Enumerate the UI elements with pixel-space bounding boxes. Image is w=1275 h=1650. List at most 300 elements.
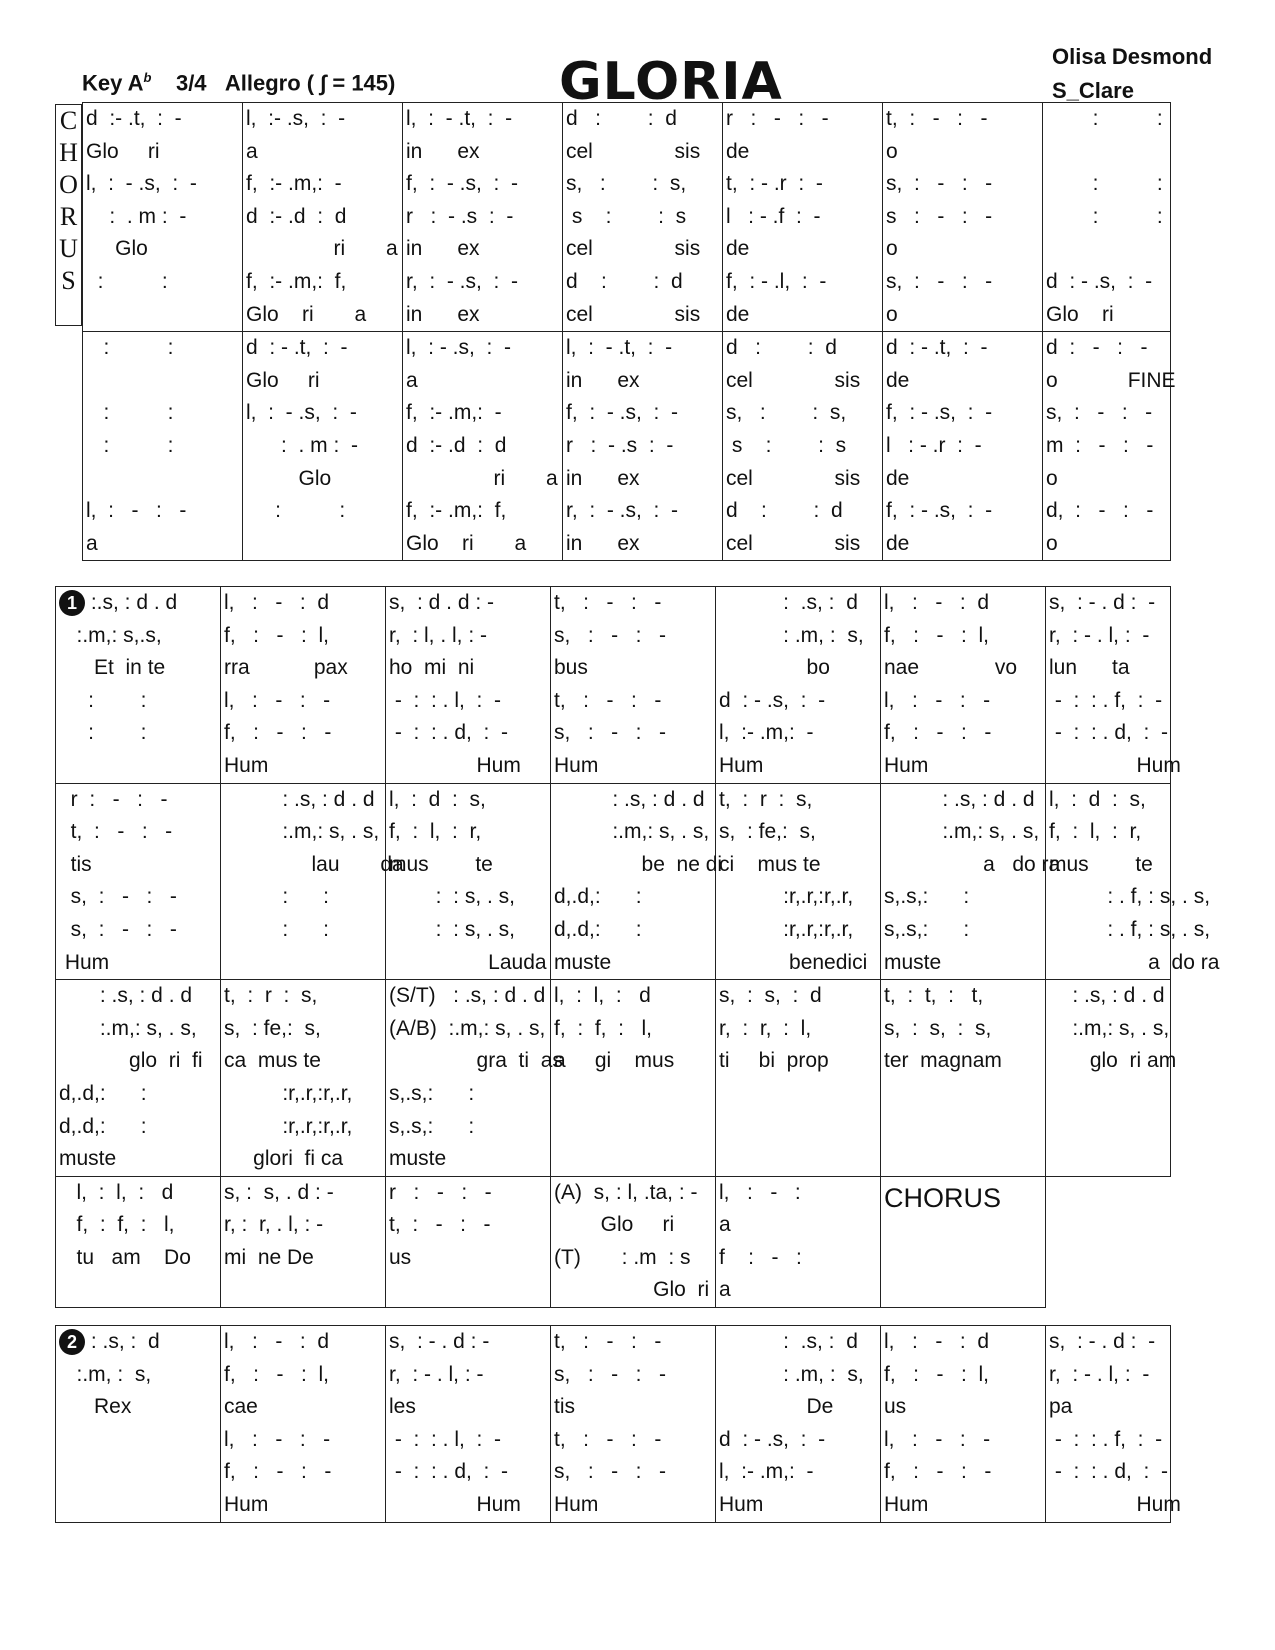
notation-line: d : - .s, : - xyxy=(719,688,826,712)
notation-line: Glo ri a xyxy=(246,302,367,326)
notation-line: s : - : - xyxy=(886,204,993,228)
measure-cell xyxy=(716,783,881,980)
notation-line: a xyxy=(246,139,258,163)
notation-line: l : - .f : - xyxy=(726,204,821,228)
measure-cell xyxy=(716,1326,881,1523)
notation-line: : . f, : s, . s, xyxy=(1049,885,1211,909)
notation-line: : .m, : s, xyxy=(719,623,864,647)
chorus-system-1 xyxy=(83,103,1171,332)
notation-line: lun ta xyxy=(1049,656,1130,680)
notation-line: (S/T) : .s, : d . d xyxy=(389,984,546,1008)
notation-line xyxy=(719,1078,877,1111)
notation-line: s, : - : - xyxy=(886,269,993,293)
measure-cell xyxy=(386,980,563,1177)
notation-line: r, : r, : l, xyxy=(719,1016,812,1040)
notation-line: o xyxy=(1046,466,1058,490)
notation-line: :.m, : s, xyxy=(59,1362,152,1386)
notation-line: les xyxy=(389,1395,416,1419)
notation-line: t, : - : - xyxy=(59,820,173,844)
notation-line: r, : - .s, : - xyxy=(566,499,679,523)
notation-line: f, :- .m,: f, xyxy=(406,499,507,523)
notation-line: : .s, : d . d xyxy=(884,787,1035,811)
notation-line: f, : - .s, : - xyxy=(886,401,993,425)
notation-line: :.m,: s, . s, xyxy=(884,820,1040,844)
notation-line: o xyxy=(886,302,898,326)
notation-line xyxy=(554,1078,712,1111)
notation-line: s, : - : - xyxy=(554,1362,667,1386)
notation-line: : .s, : d . d xyxy=(1049,984,1165,1008)
notation-line: :r,.r,:r,.r, xyxy=(224,1081,353,1105)
notation-line: muste xyxy=(389,1147,447,1171)
notation-line: a do ra xyxy=(1049,950,1220,974)
measure-cell xyxy=(881,587,1046,784)
measure-cell xyxy=(881,783,1061,980)
measure-cell xyxy=(723,332,883,561)
notation-line: s,.s,: : xyxy=(389,1114,475,1138)
notation-line: r : - .s : - xyxy=(406,204,514,228)
section-2-system-1 xyxy=(56,1326,1171,1523)
notation-line: d : : d xyxy=(726,499,843,523)
notation-line: mi ne De xyxy=(224,1245,314,1269)
measure-cell xyxy=(1046,587,1181,784)
notation-line: in ex xyxy=(406,302,480,326)
notation-line: Hum xyxy=(224,753,269,777)
notation-line: : . m : - xyxy=(86,204,187,228)
notation-line: o FINE xyxy=(1046,368,1176,392)
notation-line: f, : - .s, : - xyxy=(566,401,679,425)
notation-line: : : xyxy=(59,721,147,745)
measure-cell xyxy=(551,1326,716,1523)
notation-line: r, : - .s, : - xyxy=(406,269,519,293)
notation-line: m : - : - xyxy=(1046,433,1154,457)
chorus-system-2 xyxy=(83,332,1171,561)
notation-line: - : : . d, : - xyxy=(389,1460,509,1484)
measure-cell xyxy=(716,980,881,1177)
notation-line: - : : . f, : - xyxy=(1049,1427,1163,1451)
notation-line xyxy=(1049,1143,1167,1176)
notation-line: l, :- .m,: - xyxy=(719,721,814,745)
notation-line: : : xyxy=(224,917,330,941)
notation-line: d : : d xyxy=(566,269,683,293)
section-number-badge: 2 xyxy=(59,1329,85,1355)
notation-line: d : - .s, : - xyxy=(719,1427,826,1451)
notation-line: Hum xyxy=(59,950,110,974)
measure-cell xyxy=(221,980,386,1177)
notation-line: s, : fe,: s, xyxy=(719,820,816,844)
notation-line: d,.d,: : xyxy=(554,885,642,909)
notation-line: glori fi ca xyxy=(224,1147,344,1171)
notation-line: :.m,: s, . s, xyxy=(59,1016,197,1040)
notation-line: l, : - : - xyxy=(884,688,991,712)
notation-line: d :- .d : d xyxy=(406,433,507,457)
notation-line: lau da xyxy=(224,852,404,876)
notation-line: rra pax xyxy=(224,656,348,680)
notation-line: Glo xyxy=(246,466,332,490)
measure-cell xyxy=(551,783,723,980)
notation-line: cae xyxy=(224,1395,258,1419)
measure-cell xyxy=(716,1176,881,1307)
notation-line: bus xyxy=(554,656,588,680)
notation-line: l, : - .s, : - xyxy=(406,336,511,360)
notation-line xyxy=(1046,233,1167,266)
notation-line: l, : l, : d xyxy=(59,1180,174,1204)
notation-line: s,.s,: : xyxy=(884,885,970,909)
notation-line: a xyxy=(86,531,98,555)
notation-line: gra ti as xyxy=(389,1049,563,1073)
notation-line: ho mi ni xyxy=(389,656,475,680)
notation-line: f, :- .m,: f, xyxy=(246,269,347,293)
notation-line: : : xyxy=(1046,204,1163,228)
notation-line: f, : - : - xyxy=(224,1460,332,1484)
notation-line: f, : - : - xyxy=(224,721,332,745)
notation-line: d :- .d : d xyxy=(246,204,347,228)
notation-line: d,.d,: : xyxy=(59,1114,147,1138)
notation-line: l, : - : d xyxy=(884,1330,990,1353)
measure-cell xyxy=(83,103,243,332)
notation-line: Hum xyxy=(554,753,599,777)
notation-line: muste xyxy=(884,950,942,974)
notation-line: : .s, : d xyxy=(719,591,858,614)
notation-line: a do ra xyxy=(884,852,1061,876)
notation-line: :.m,: s, . s, xyxy=(1049,1016,1170,1040)
measure-cell xyxy=(563,332,723,561)
notation-line: bo xyxy=(719,656,830,680)
notation-line: d : : d xyxy=(566,107,677,130)
notation-line xyxy=(86,365,239,398)
notation-line xyxy=(59,1274,217,1307)
notation-line: de xyxy=(726,237,750,261)
notation-line: r, : r, . l, : - xyxy=(224,1213,324,1237)
notation-line: s, : d . d : - xyxy=(389,591,495,614)
measure-cell xyxy=(563,103,723,332)
notation-line: - : : . d, : - xyxy=(1049,721,1169,745)
notation-line: ri a xyxy=(246,237,398,261)
notation-line: CHORUS xyxy=(884,1182,1002,1213)
tempo-marking: Allegro ( ∫ = 145) xyxy=(224,70,396,96)
notation-line: f, : - .s, : - xyxy=(406,172,519,196)
notation-line: : : xyxy=(1046,107,1163,130)
notation-line: be ne di xyxy=(554,852,723,876)
notation-line xyxy=(86,299,239,332)
notation-line: in ex xyxy=(406,139,480,163)
notation-line: s, : - . d : - xyxy=(1049,591,1156,614)
notation-line: ca mus te xyxy=(224,1049,321,1073)
notation-line: cel sis xyxy=(566,302,701,326)
notation-line: f, :- .m,: - xyxy=(406,401,502,425)
notation-line: l, : - .t, : - xyxy=(406,107,513,130)
measure-cell xyxy=(56,1326,221,1523)
measure-cell xyxy=(386,1326,551,1523)
notation-line: f, : f, : l, xyxy=(554,1016,653,1040)
notation-line: l, : d : s, xyxy=(389,787,486,811)
measure-cell xyxy=(56,587,221,784)
notation-line xyxy=(59,750,217,783)
measure-cell xyxy=(56,980,221,1177)
section-1-system-4 xyxy=(56,1176,1171,1307)
notation-line: f, : - : l, xyxy=(224,1362,330,1386)
notation-line: : . m : - xyxy=(246,433,359,457)
notation-line: Hum xyxy=(1049,1492,1181,1516)
notation-line: Hum xyxy=(884,1492,929,1516)
notation-line xyxy=(246,528,399,561)
notation-line: ri a xyxy=(406,466,558,490)
section-2-table xyxy=(55,1325,1181,1523)
notation-line: s, : - : - xyxy=(59,885,177,909)
measure-cell xyxy=(1046,980,1177,1177)
notation-line: Hum xyxy=(389,753,521,777)
chorus-table xyxy=(82,102,1176,561)
notation-line: :r,.r,:r,.r, xyxy=(719,885,854,909)
notation-line: : .m, : s, xyxy=(719,1362,864,1386)
notation-line: l : - .r : - xyxy=(886,433,982,457)
notation-line: Hum xyxy=(389,1492,521,1516)
notation-line: o xyxy=(886,139,898,163)
notation-line xyxy=(1049,1078,1167,1111)
notation-line xyxy=(389,1274,547,1307)
notation-line: : : xyxy=(59,688,147,712)
notation-line: s, : - : - xyxy=(59,917,177,941)
notation-line: ti bi prop xyxy=(719,1049,829,1073)
notation-line: s, : - : - xyxy=(1046,401,1153,425)
notation-line: Glo ri xyxy=(554,1213,675,1237)
measure-cell xyxy=(221,587,386,784)
notation-line: s,.s,: : xyxy=(389,1081,475,1105)
notation-line: d : - : - xyxy=(1046,336,1148,360)
notation-line: l, : l, : d xyxy=(554,984,651,1008)
notation-line: tu am Do xyxy=(59,1245,191,1269)
notation-line: Glo xyxy=(86,237,148,261)
notation-line: s, : - . d : - xyxy=(1049,1330,1156,1353)
notation-line: in ex xyxy=(406,237,480,261)
measure-cell xyxy=(221,783,404,980)
notation-line: 2 : .s, : d xyxy=(59,1326,217,1359)
notation-line xyxy=(554,1143,712,1176)
notation-line: o xyxy=(1046,531,1058,555)
notation-line: l, : - .s, : - xyxy=(86,172,197,196)
measure-cell xyxy=(386,783,551,980)
notation-line: l, :- .s, : - xyxy=(246,107,346,130)
notation-line: mus te xyxy=(389,852,493,876)
notation-line: :.m,: s,.s, xyxy=(59,623,162,647)
measure-cell xyxy=(403,103,563,332)
notation-line: s,.s,: : xyxy=(884,917,970,941)
notation-line: t, : - : - xyxy=(886,107,988,130)
notation-line: d, : - : - xyxy=(1046,499,1154,523)
notation-line: muste xyxy=(554,950,612,974)
notation-line: cel sis xyxy=(726,531,861,555)
notation-line: l, : d : s, xyxy=(1049,787,1146,811)
measure-cell xyxy=(551,587,716,784)
notation-line: 1 :.s, : d . d xyxy=(59,587,217,620)
measure-cell xyxy=(551,980,716,1177)
measure-cell xyxy=(403,332,563,561)
notation-line xyxy=(59,1424,217,1457)
notation-line: De xyxy=(719,1395,834,1419)
notation-line: l, : - .s, : - xyxy=(246,401,357,425)
notation-line: cel sis xyxy=(566,237,701,261)
notation-line: Glo ri xyxy=(246,368,320,392)
measure-cell xyxy=(881,980,1046,1177)
notation-line: t, : - : - xyxy=(554,1427,662,1451)
measure-cell xyxy=(881,1176,1046,1307)
notation-line: f, : - : l, xyxy=(884,623,990,647)
chorus-label: C H O R U S xyxy=(55,104,82,326)
notation-line: t, : r : s, xyxy=(224,984,318,1008)
section-1-table xyxy=(55,586,1220,1308)
notation-line: (T) : .m : s xyxy=(554,1245,691,1269)
notation-line: d : : d xyxy=(726,336,837,360)
notation-line: - : : . d, : - xyxy=(389,721,509,745)
notation-line: r, : - . l, : - xyxy=(389,1362,484,1386)
notation-line: glo ri fi xyxy=(59,1049,203,1073)
notation-line: :r,.r,:r,.r, xyxy=(719,917,854,941)
notation-line: f, : f, : l, xyxy=(59,1213,175,1237)
notation-line: l, : - : - xyxy=(224,688,331,712)
notation-line xyxy=(884,1078,1042,1111)
notation-line: f, : l, : r, xyxy=(1049,820,1142,844)
notation-line: t, : - : - xyxy=(554,1330,662,1353)
notation-line: de xyxy=(886,531,910,555)
section-number-badge: 1 xyxy=(59,590,85,616)
notation-line: s, : : s, xyxy=(566,172,687,196)
notation-line xyxy=(884,1143,1042,1176)
notation-line: nae vo xyxy=(884,656,1018,680)
notation-line: Hum xyxy=(719,753,764,777)
notation-line: Glo ri a xyxy=(406,531,527,555)
notation-line: t, : t, : t, xyxy=(884,984,984,1008)
notation-line: f, : - : l, xyxy=(884,1362,990,1386)
notation-line xyxy=(719,1111,877,1144)
notation-line: f, :- .m,: - xyxy=(246,172,342,196)
notation-line xyxy=(719,1143,877,1176)
notation-line: s : : s xyxy=(726,433,847,457)
notation-line xyxy=(59,1456,217,1489)
measure-cell xyxy=(386,1176,551,1307)
notation-line: (A/B) :.m,: s, . s, xyxy=(389,1016,546,1040)
notation-line: r : - : - xyxy=(389,1180,492,1204)
notation-line: s, : - : - xyxy=(554,623,667,647)
notation-line: cel sis xyxy=(726,466,861,490)
notation-line: a gi mus xyxy=(554,1049,675,1073)
notation-line: Hum xyxy=(719,1492,764,1516)
notation-line: mus te xyxy=(1049,852,1153,876)
notation-line: :r,.r,:r,.r, xyxy=(224,1114,353,1138)
notation-line: r : - : - xyxy=(59,787,168,811)
notation-line xyxy=(86,463,239,496)
notation-line: f, : - : l, xyxy=(224,623,330,647)
notation-line xyxy=(224,1274,382,1307)
notation-line: l, : - : - xyxy=(224,1427,331,1451)
notation-line: de xyxy=(886,466,910,490)
page-title: GLORIA xyxy=(559,52,783,112)
notation-line: s, : s, : d xyxy=(719,984,822,1008)
notation-line: l, : - .t, : - xyxy=(566,336,673,360)
notation-line: Rex xyxy=(59,1395,132,1419)
measure-cell xyxy=(1043,332,1176,561)
notation-line: r, : - . l, : - xyxy=(1049,1362,1150,1386)
notation-line: de xyxy=(726,302,750,326)
notation-line: Hum xyxy=(884,753,929,777)
notation-line: - : : . d, : - xyxy=(1049,1460,1169,1484)
notation-line: benedici xyxy=(719,950,868,974)
measure-cell xyxy=(1046,783,1220,980)
notation-line: Et in te xyxy=(59,656,166,680)
notation-line: t, : - : - xyxy=(554,591,662,614)
notation-line: a xyxy=(719,1278,731,1302)
notation-line: f, : - : - xyxy=(884,1460,992,1484)
notation-line: r, : l, . l, : - xyxy=(389,623,488,647)
section-1-system-2 xyxy=(56,783,1171,980)
notation-line: f, : - : - xyxy=(884,721,992,745)
notation-line: f, : - .s, : - xyxy=(886,499,993,523)
notation-line: l, : - : - xyxy=(86,499,187,523)
measure-cell xyxy=(551,1176,716,1307)
notation-line: l, : - : xyxy=(719,1180,801,1204)
key-signature: Key $A^b$ 3/4 Allegro ( ∫ = 145) xyxy=(82,70,396,96)
notation-line: cel sis xyxy=(566,139,701,163)
author-credit: Olisa Desmond S_Clare xyxy=(1052,44,1213,103)
measure-cell xyxy=(881,1326,1046,1523)
notation-line: d : - .t, : - xyxy=(246,336,348,360)
empty-cell xyxy=(1046,1176,1171,1307)
notation-line: ci mus te xyxy=(719,852,821,876)
notation-line: : . f, : s, . s, xyxy=(1049,917,1211,941)
notation-line: a xyxy=(406,368,418,392)
section-1-system-1 xyxy=(56,587,1171,784)
notation-line: t, : r : s, xyxy=(719,787,813,811)
notation-line xyxy=(224,947,382,980)
notation-line: s : : s xyxy=(566,204,687,228)
notation-line: s, : s, . d : - xyxy=(224,1180,334,1204)
notation-line: Hum xyxy=(554,1492,599,1516)
notation-line: t, : - .r : - xyxy=(726,172,823,196)
notation-line: : .s, : d . d xyxy=(554,787,705,811)
notation-line: : : xyxy=(86,433,174,457)
notation-line: us xyxy=(884,1395,907,1419)
measure-cell xyxy=(1043,103,1171,332)
notation-line: tis xyxy=(59,852,92,876)
measure-cell xyxy=(1046,1326,1181,1523)
notation-line: :.m,: s, . s, xyxy=(554,820,710,844)
notation-line: de xyxy=(726,139,750,163)
measure-cell xyxy=(56,783,221,980)
notation-line: s, : fe,: s, xyxy=(224,1016,321,1040)
notation-line: : : xyxy=(246,499,346,523)
measure-cell xyxy=(883,103,1043,332)
notation-line xyxy=(1046,136,1167,169)
measure-cell xyxy=(243,332,403,561)
notation-line: d,.d,: : xyxy=(59,1081,147,1105)
notation-line: glo ri am xyxy=(1049,1049,1177,1073)
notation-line: Glo ri xyxy=(1046,302,1114,326)
notation-line: Hum xyxy=(1049,753,1181,777)
notation-line: s, : - : - xyxy=(554,721,667,745)
measure-cell xyxy=(243,103,403,332)
notation-line: :.m,: s, . s, xyxy=(224,820,380,844)
notation-line: : .s, : d . d xyxy=(224,787,375,811)
notation-line: l, : - : - xyxy=(884,1427,991,1451)
notation-line: f, : - .l, : - xyxy=(726,269,827,293)
notation-line: d : - .t, : - xyxy=(886,336,988,360)
notation-line: t, : - : - xyxy=(389,1213,491,1237)
notation-line: r : - .s : - xyxy=(566,433,674,457)
measure-cell xyxy=(883,332,1043,561)
notation-line: s, : - . d : - xyxy=(389,1330,490,1353)
notation-line: Hum xyxy=(224,1492,269,1516)
notation-line: f : - : xyxy=(719,1245,802,1269)
notation-line: r : - : - xyxy=(726,107,829,130)
notation-line: - : : . f, : - xyxy=(1049,688,1163,712)
